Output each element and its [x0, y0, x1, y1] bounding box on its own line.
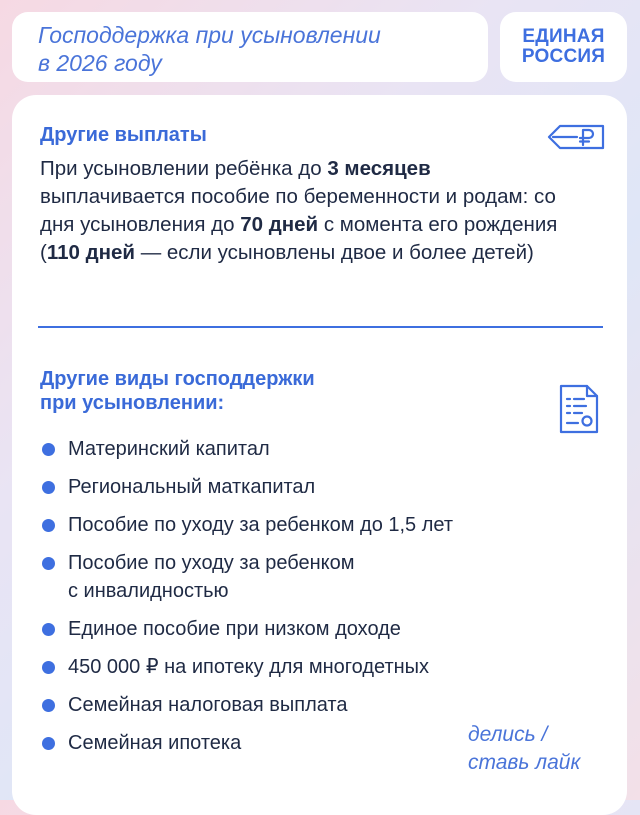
list-item-text: Пособие по уходу за ребенком [68, 552, 355, 574]
paragraph-text-1: При усыновлении ребёнка до [40, 157, 328, 180]
section-divider [38, 326, 603, 328]
bullet-dot [42, 737, 55, 750]
list-item [42, 549, 582, 605]
page-title-line-2: в 2026 году [38, 50, 162, 76]
content-card [12, 95, 627, 815]
list-item [42, 435, 582, 463]
list-item [42, 511, 582, 539]
support-list [42, 435, 582, 767]
paragraph-bold-3-months: 3 месяцев [327, 157, 431, 180]
other-payments-paragraph [40, 155, 560, 267]
logo-line-1: ЕДИНАЯ [522, 26, 605, 47]
paragraph-bold-70-days: 70 дней [240, 213, 319, 236]
list-item [42, 653, 582, 681]
section-heading-other-support [40, 367, 315, 415]
section-heading-other-payments: Другие выплаты [40, 124, 207, 146]
ruble-tag-icon [547, 121, 607, 158]
list-item-text: Единое пособие при низком доходе [68, 618, 401, 640]
section-heading-line-1: Другие виды господдержки [40, 368, 315, 390]
list-item-text: 450 000 ₽ на ипотеку для многодетных [68, 656, 430, 678]
cta-line-2: ставь лайк [468, 751, 581, 774]
bullet-dot [42, 623, 55, 636]
paragraph-text-2: выплачивается пособие по беременности и родам: со дня усыновления до [40, 185, 556, 236]
list-item-text: Семейная ипотека [68, 732, 242, 754]
paragraph-text-4: — если усыновлены двое и более детей) [135, 241, 534, 264]
list-item-text: Пособие по уходу за ребенком до 1,5 лет [68, 514, 454, 536]
document-list-icon [558, 383, 600, 440]
bullet-dot [42, 443, 55, 456]
list-item-text: Материнский капитал [68, 438, 270, 460]
bullet-dot [42, 661, 55, 674]
share-like-callout [468, 721, 618, 777]
paragraph-bold-110-days: 110 дней [46, 241, 135, 264]
bullet-dot [42, 557, 55, 570]
page-title-line-1: Господдержка при усыновлении [38, 22, 381, 48]
list-item-text: Региональный маткапитал [68, 476, 316, 498]
title-banner [12, 12, 488, 82]
paragraph-text-3: с момента его рождения ( [40, 213, 558, 264]
list-item [42, 473, 582, 501]
party-logo [500, 12, 627, 82]
list-item [42, 691, 582, 719]
bullet-dot [42, 519, 55, 532]
bullet-dot [42, 481, 55, 494]
list-item-text: с инвалидностью [68, 580, 229, 602]
bullet-dot [42, 699, 55, 712]
cta-line-1: делись / [468, 723, 548, 746]
section-heading-line-2: при усыновлении: [40, 392, 225, 414]
list-item [42, 615, 582, 643]
list-item-text: Семейная налоговая выплата [68, 694, 348, 716]
logo-line-2: РОССИЯ [521, 46, 606, 67]
page-title [38, 21, 466, 77]
